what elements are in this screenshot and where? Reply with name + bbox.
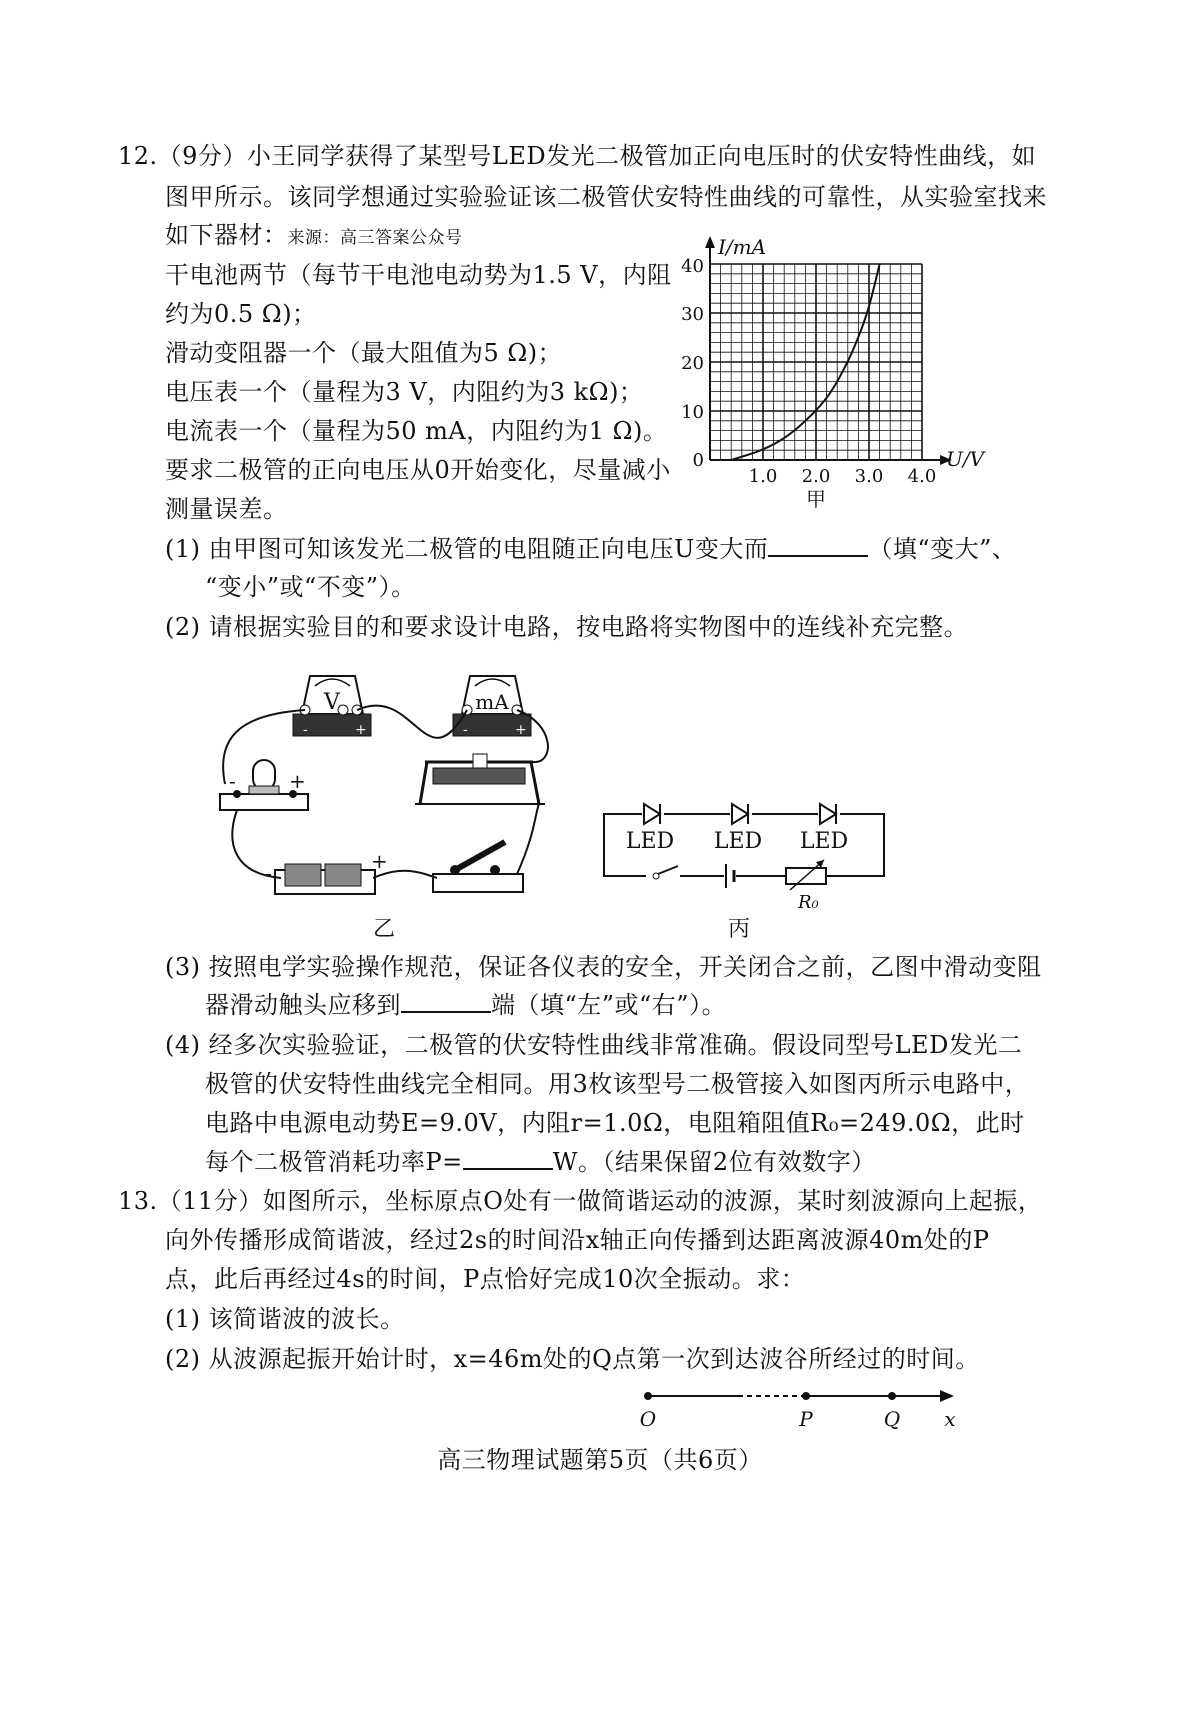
circuit-figure — [602, 794, 902, 914]
label-o: O — [639, 1407, 657, 1431]
apparatus-figure — [205, 664, 585, 904]
q12-line-3-text: 如下器材： — [165, 221, 288, 249]
q12-part3-line-1: (3) 按照电学实验操作规范，保证各仪表的安全，开关闭合之前，乙图中滑动变阻 — [165, 953, 1042, 981]
battery-plus: + — [371, 849, 388, 873]
q12-line-9: 要求二极管的正向电压从0开始变化，尽量减小 — [165, 456, 671, 484]
diode-1 — [642, 804, 664, 824]
y-tick-40: 40 — [681, 256, 704, 277]
q12-line-8: 电流表一个（量程为50 mA，内阻约为1 Ω)。 — [165, 417, 668, 445]
led-label-1: LED — [625, 829, 675, 854]
page-footer: 高三物理试题第5页（共6页） — [437, 1446, 763, 1474]
point-q — [888, 1392, 896, 1400]
q12-line-5: 约为0.5 Ω)； — [165, 300, 317, 328]
q12-part4-line-4 — [205, 1146, 876, 1178]
wave-axis-figure — [634, 1380, 964, 1440]
y-tick-0: 0 — [692, 450, 704, 471]
led-plus: + — [289, 769, 306, 793]
q13-part2: (2) 从波源起振开始计时，x=46m处的Q点第一次到达波谷所经过的时间。 — [165, 1345, 980, 1373]
q12-line-1: 12.（9分）小王同学获得了某型号LED发光二极管加正向电压时的伏安特性曲线，如 — [118, 142, 1037, 170]
slide-rheostat — [415, 754, 545, 804]
led-label-2: LED — [713, 829, 763, 854]
figure-caption-bing: 丙 — [728, 917, 751, 942]
led-minus: - — [229, 769, 236, 793]
q12-line-2: 图甲所示。该同学想通过实验验证该二极管伏安特性曲线的可靠性，从实验室找来 — [165, 183, 1047, 211]
q12-part4-line-3: 电路中电源电动势E=9.0V，内阻r=1.0Ω，电阻箱阻值R₀=249.0Ω，此时 — [205, 1109, 1025, 1137]
y-tick-10: 10 — [681, 402, 704, 423]
ammeter — [453, 676, 531, 738]
y-tick-20: 20 — [681, 353, 704, 374]
q12-part1-line-1 — [165, 533, 1016, 565]
circuit-battery — [724, 862, 736, 890]
x-tick-1: 1.0 — [748, 466, 778, 487]
q12-line-4: 干电池两节（每节干电池电动势为1.5 V，内阻 — [165, 261, 672, 289]
q12-part3-text: 器滑动触头应移到 — [205, 991, 401, 1019]
q12-part4-line-2: 极管的伏安特性曲线完全相同。用3枚该型号二极管接入如图丙所示电路中， — [205, 1070, 1030, 1098]
x-tick-3: 3.0 — [854, 466, 884, 487]
q12-line-3 — [165, 219, 463, 254]
q12-part1-text: (1) 由甲图可知该发光二极管的电阻随正向电压U变大而 — [165, 535, 769, 563]
q12-part3-options: 端（填“左”或“右”）。 — [491, 991, 727, 1019]
switch-component — [433, 842, 523, 892]
point-p — [802, 1392, 810, 1400]
iv-chart — [680, 232, 1010, 522]
q12-part4-line-1: (4) 经多次实验验证，二极管的伏安特性曲线非常准确。假设同型号LED发光二 — [165, 1031, 1023, 1059]
q13-line-3: 点，此后再经过4s的时间，P点恰好完成10次全振动。求： — [165, 1265, 806, 1293]
axis-arrow — [940, 1390, 954, 1402]
led-label-3: LED — [799, 829, 849, 854]
diode-3 — [818, 804, 840, 824]
q12-part4-unit: W。（结果保留2位有效数字） — [552, 1148, 876, 1176]
ammeter-label: mA — [475, 690, 509, 714]
q13-part1: (1) 该简谐波的波长。 — [165, 1305, 405, 1333]
voltmeter — [293, 676, 371, 738]
y-axis-arrow — [705, 236, 715, 248]
q12-part3-line-2 — [205, 989, 726, 1021]
q12-line-6: 滑动变阻器一个（最大阻值为5 Ω)； — [165, 339, 563, 367]
battery-minus: - — [265, 861, 272, 885]
battery-pack — [265, 849, 388, 894]
voltmeter-plus: + — [355, 722, 367, 738]
figure-caption-jia: 甲 — [806, 487, 826, 511]
point-o — [644, 1392, 652, 1400]
label-x: x — [944, 1407, 956, 1431]
q13-line-2: 向外传播形成简谐波，经过2s的时间沿x轴正向传播到达距离波源40m处的P — [165, 1226, 990, 1254]
voltmeter-minus: - — [303, 722, 308, 738]
q12-line-7: 电压表一个（量程为3 V，内阻约为3 kΩ)； — [165, 378, 644, 406]
q12-part2: (2) 请根据实验目的和要求设计电路，按电路将实物图中的连线补充完整。 — [165, 613, 969, 641]
voltmeter-label: V — [324, 690, 340, 715]
diode-2 — [730, 804, 752, 824]
y-axis-label: I/mA — [718, 235, 767, 259]
ammeter-plus: + — [515, 722, 527, 738]
q12-part1-line-2: “变小”或“不变”）。 — [205, 573, 416, 601]
answer-blank-4[interactable] — [463, 1146, 553, 1170]
q12-part1-options: （填“变大”、 — [868, 535, 1017, 563]
figure-caption-yi: 乙 — [373, 917, 396, 942]
label-q: Q — [883, 1407, 901, 1431]
q12-part4-text: 每个二极管消耗功率P= — [205, 1148, 463, 1176]
label-p: P — [799, 1407, 813, 1431]
source-note: 来源：高三答案公众号 — [287, 228, 463, 248]
q12-line-10: 测量误差。 — [165, 495, 288, 523]
chart-grid — [710, 264, 922, 460]
ammeter-minus: - — [463, 722, 468, 738]
resistance-box — [786, 860, 826, 890]
circuit-switch — [646, 866, 680, 886]
x-axis-label: U/V — [946, 447, 985, 471]
led-component — [220, 760, 308, 810]
q13-line-1: 13.（11分）如图所示，坐标原点O处有一做简谐运动的波源，某时刻波源向上起振， — [118, 1187, 1043, 1215]
x-tick-2: 2.0 — [801, 466, 831, 487]
x-tick-4: 4.0 — [907, 466, 937, 487]
answer-blank-3[interactable] — [401, 989, 491, 1013]
answer-blank-1[interactable] — [768, 533, 868, 557]
y-tick-30: 30 — [681, 304, 704, 325]
r0-label: R₀ — [798, 892, 819, 913]
